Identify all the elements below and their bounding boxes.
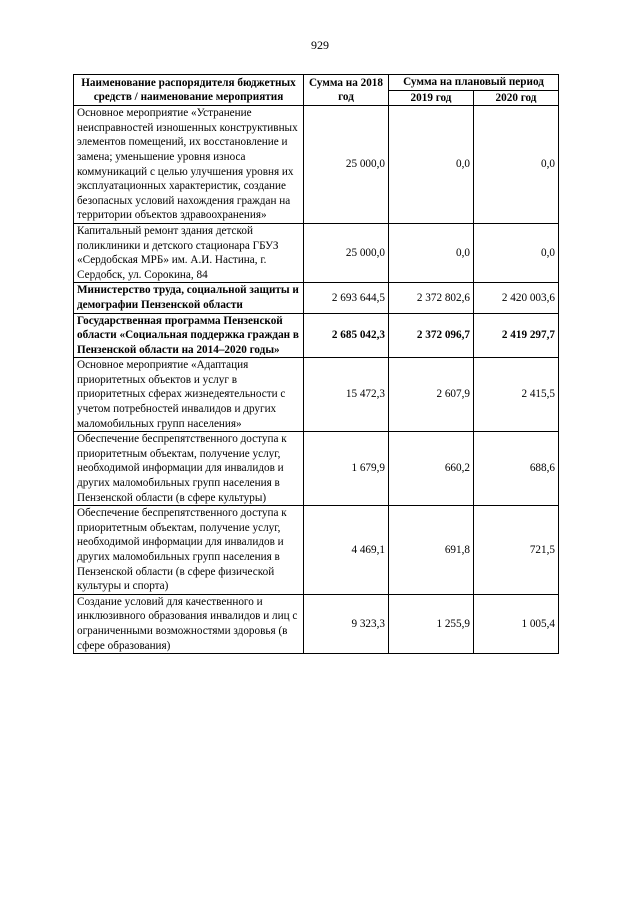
table-row xyxy=(74,223,559,282)
budget-table xyxy=(73,74,559,654)
row-value-2019: 2 607,9 xyxy=(389,358,474,432)
row-name: Капитальный ремонт здания детской поликлиники и детского стационара ГБУЗ «Сердобская МРБ» им. А.И. Настина, г. Сердобск, ул. Сорокина, 84 xyxy=(74,223,304,282)
table-row xyxy=(74,506,559,595)
header-2020: 2020 год xyxy=(474,90,559,106)
row-name: Обеспечение беспрепятственного доступа к приоритетным объектам, получение услуг, необходимой информации для инвалидов и других маломобильных групп населения в Пензенской области (в сфере физической культуры и спорта) xyxy=(74,506,304,595)
table-row xyxy=(74,106,559,224)
row-name: Основное мероприятие «Устранение неисправностей изношенных конструктивных элементов помещений, их восстановление и замена; уменьшение уровня износа коммуникаций с целью улучшения уровня их эксплуатационных характеристик, создание безопасных условий нахождения граждан на территории объектов здравоохранения» xyxy=(74,106,304,224)
table-row xyxy=(74,594,559,653)
row-value-2019: 2 372 096,7 xyxy=(389,313,474,358)
row-value-2020: 1 005,4 xyxy=(474,594,559,653)
table-row xyxy=(74,358,559,432)
row-value-2020: 2 415,5 xyxy=(474,358,559,432)
row-value-2018: 25 000,0 xyxy=(304,223,389,282)
row-name: Основное мероприятие «Адаптация приоритетных объектов и услуг в приоритетных сферах жизнедеятельности с учетом потребностей инвалидов и других маломобильных групп населения» xyxy=(74,358,304,432)
row-value-2019: 2 372 802,6 xyxy=(389,283,474,313)
header-planned-period: Сумма на плановый период xyxy=(389,75,559,91)
row-value-2018: 15 472,3 xyxy=(304,358,389,432)
page-number: 929 xyxy=(311,38,329,52)
row-value-2020: 688,6 xyxy=(474,432,559,506)
table-row xyxy=(74,283,559,313)
table-row xyxy=(74,432,559,506)
row-value-2018: 25 000,0 xyxy=(304,106,389,224)
row-value-2018: 4 469,1 xyxy=(304,506,389,595)
row-value-2018: 2 685 042,3 xyxy=(304,313,389,358)
header-sum-2018: Сумма на 2018 год xyxy=(304,75,389,106)
row-value-2018: 9 323,3 xyxy=(304,594,389,653)
row-value-2019: 1 255,9 xyxy=(389,594,474,653)
header-2019: 2019 год xyxy=(389,90,474,106)
row-name: Создание условий для качественного и инклюзивного образования инвалидов и лиц с ограниченными возможностями здоровья (в сфере образования) xyxy=(74,594,304,653)
row-value-2020: 2 420 003,6 xyxy=(474,283,559,313)
row-value-2019: 691,8 xyxy=(389,506,474,595)
header-name: Наименование распорядителя бюджетных средств / наименование мероприятия xyxy=(74,75,304,106)
row-name: Министерство труда, социальной защиты и демографии Пензенской области xyxy=(74,283,304,313)
row-value-2018: 2 693 644,5 xyxy=(304,283,389,313)
row-value-2020: 2 419 297,7 xyxy=(474,313,559,358)
row-value-2020: 721,5 xyxy=(474,506,559,595)
row-value-2018: 1 679,9 xyxy=(304,432,389,506)
row-value-2020: 0,0 xyxy=(474,106,559,224)
table-row xyxy=(74,313,559,358)
row-value-2019: 0,0 xyxy=(389,106,474,224)
row-name: Обеспечение беспрепятственного доступа к приоритетным объектам, получение услуг, необходимой информации для инвалидов и других маломобильных групп населения в Пензенской области (в сфере культуры) xyxy=(74,432,304,506)
row-value-2020: 0,0 xyxy=(474,223,559,282)
row-name: Государственная программа Пензенской области «Социальная поддержка граждан в Пензенской области на 2014–2020 годы» xyxy=(74,313,304,358)
row-value-2019: 660,2 xyxy=(389,432,474,506)
row-value-2019: 0,0 xyxy=(389,223,474,282)
